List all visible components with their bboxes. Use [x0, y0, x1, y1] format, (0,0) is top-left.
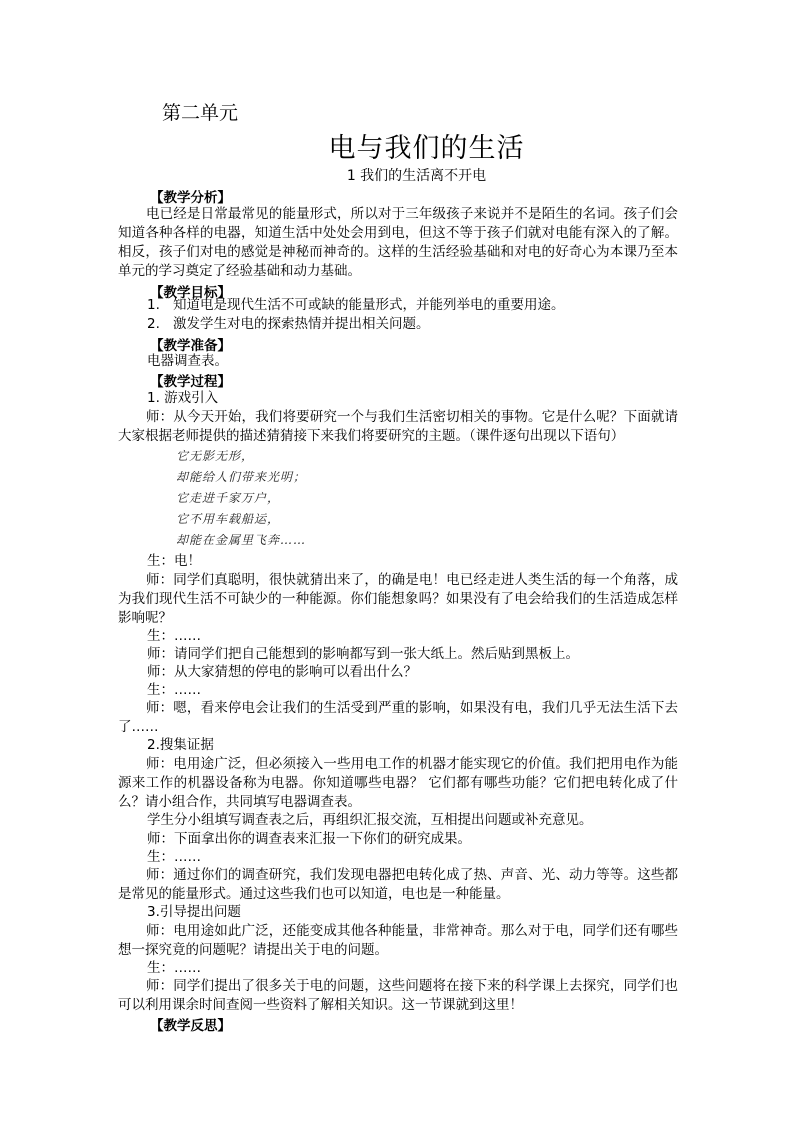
teacher-paragraph: [118, 755, 678, 812]
teacher-line: 师：从大家猜想的停电的影响可以看出什么？: [147, 664, 417, 680]
analysis-text: 电已经是日常最常见的能量形式，所以对于三年级孩子来说并不是陌生的名词。孩子们会知道各种各样的电器，知道生活中处处会用到电，但这不等于孩子们就对电能有深入的了解。相反，孩子们对电的感觉是神秘而神奇的。这样的生活经验基础和对电的好奇心为本课乃至本单元的学习奠定了经验基础和动力基础。: [118, 206, 678, 279]
section-heading-process: 【教学过程】: [150, 374, 231, 390]
goal-number: 2.: [147, 316, 160, 332]
analysis-paragraph: [118, 205, 678, 281]
teacher-paragraph: [118, 922, 678, 960]
student-line: 生：……: [147, 960, 201, 976]
student-line: 生：……: [147, 849, 201, 865]
goal-number: 1.: [147, 297, 160, 313]
step-heading: 3.引导提出问题: [147, 904, 241, 920]
section-heading-reflection: 【教学反思】: [150, 1018, 231, 1034]
riddle-line: 它走进千家万户，: [176, 491, 281, 505]
teacher-line: 师：从今天开始，我们将要研究一个与我们生活密切相关的事物。它是什么呢？下面就请大家根据老师提供的描述猜猜接下来我们将要研究的主题。（课件逐句出现以下语句）: [118, 409, 678, 444]
activity-line: 学生分小组填写调查表之后，再组织汇报交流，互相提出问题或补充意见。: [147, 812, 593, 828]
riddle-line: 却能在金属里飞奔……: [176, 533, 307, 547]
unit-label: 第二单元: [162, 102, 239, 124]
section-heading-prep: 【教学准备】: [150, 338, 231, 354]
section-heading-goals: 【教学目标】: [150, 285, 231, 301]
riddle-line: 它无影无形，: [176, 449, 255, 463]
teacher-line: 师：电用途如此广泛，还能变成其他各种能量，非常神奇。那么对于电，同学们还有哪些想一探究竟的问题呢？请提出关于电的问题。: [118, 923, 678, 958]
teacher-line: 师：下面拿出你的调查表来汇报一下你们的研究成果。: [147, 831, 471, 847]
teacher-line: 师：嗯，看来停电会让我们的生活受到严重的影响，如果没有电，我们几乎无法生活下去了……: [118, 700, 678, 735]
page-title: 电与我们的生活: [328, 133, 525, 164]
section-heading-analysis: 【教学分析】: [150, 190, 231, 206]
teacher-paragraph: [118, 866, 678, 904]
teacher-line: 师：请同学们把自己能想到的影响都写到一张大纸上。然后贴到黑板上。: [147, 646, 579, 662]
goal-text: 知道电是现代生活不可或缺的能量形式，并能列举电的重要用途。: [173, 297, 565, 313]
lesson-subtitle: 1 我们的生活离不开电: [346, 168, 487, 184]
teacher-line: 师：电用途广泛，但必须接入一些用电工作的机器才能实现它的价值。我们把用电作为能源来工作的机器设备称为电器。你知道哪些电器？ 它们都有哪些功能？它们把电转化成了什么？请小组合作，共同填写电器调查表。: [118, 756, 678, 810]
student-line: 生：电！: [147, 553, 201, 569]
riddle-line: 却能给人们带来光明；: [176, 470, 307, 484]
teacher-paragraph: [118, 571, 678, 628]
intro-paragraph: [118, 408, 678, 446]
step-heading: 2.搜集证据: [147, 737, 214, 753]
teacher-line: 师：同学们真聪明，很快就猜出来了，的确是电！电已经走进人类生活的每一个角落，成为我们现代生活不可缺少的一种能源。你们能想象吗？如果没有了电会给我们的生活造成怎样影响呢？: [118, 572, 678, 626]
goal-item: [147, 315, 430, 334]
student-line: 生：……: [147, 682, 201, 698]
goal-text: 激发学生对电的探索热情并提出相关问题。: [173, 316, 430, 332]
teacher-line: 师：同学们提出了很多关于电的问题，这些问题将在接下来的科学课上去探究，同学们也可以利用课余时间查阅一些资料了解相关知识。这一节课就到这里！: [118, 978, 678, 1013]
prep-text: 电器调查表。: [147, 353, 228, 369]
teacher-paragraph: [118, 977, 678, 1015]
teacher-line: 师：通过你们的调查研究，我们发现电器把电转化成了热、声音、光、动力等等。这些都是常见的能量形式。通过这些我们也可以知道，电也是一种能量。: [118, 867, 678, 902]
riddle-line: 它不用车载船运，: [176, 512, 281, 526]
step-heading: 1. 游戏引入: [147, 390, 219, 406]
teacher-paragraph: [118, 699, 678, 737]
student-line: 生：……: [147, 628, 201, 644]
goal-item: [147, 296, 565, 315]
